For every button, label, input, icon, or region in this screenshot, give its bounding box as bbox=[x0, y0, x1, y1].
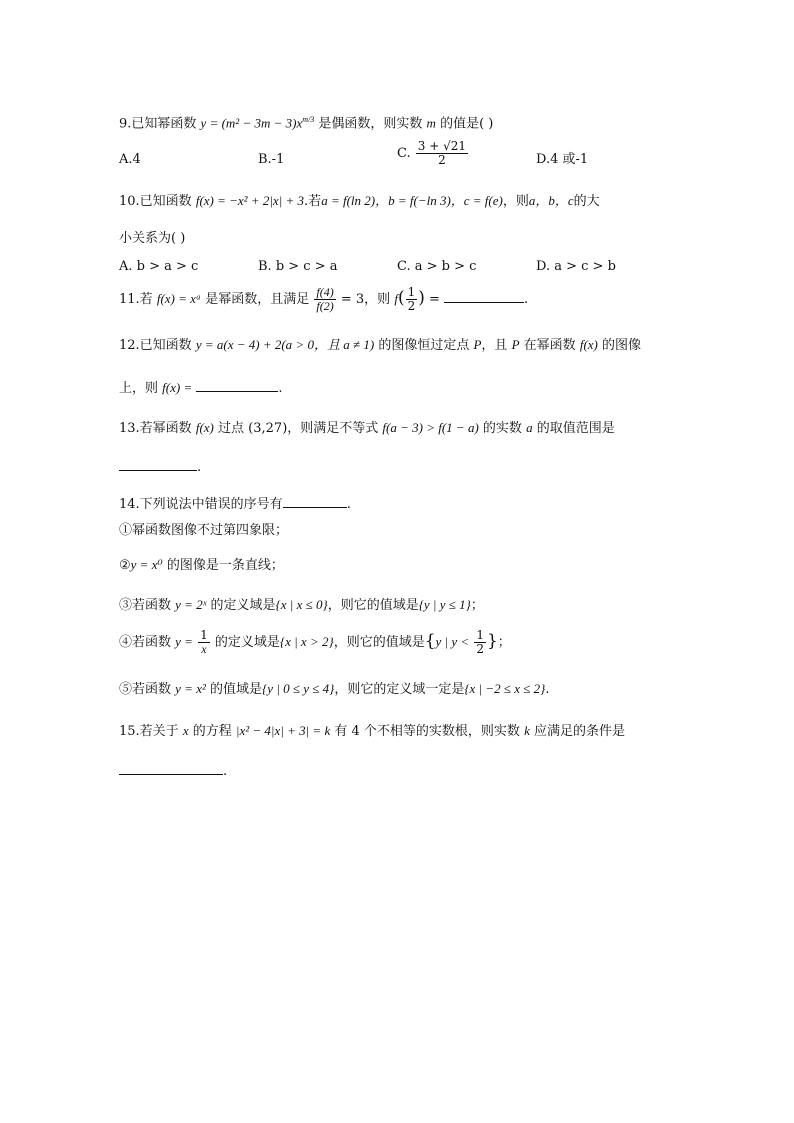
q14-item4-den: x bbox=[201, 642, 207, 656]
q14-item5-domain: {x | −2 ≤ x ≤ 2} bbox=[464, 681, 546, 696]
q9-stem-post: 是偶函数，则实数 bbox=[318, 116, 423, 132]
q14-item3-mid2: ，则它的值域是 bbox=[327, 598, 419, 613]
q9-option-c-num: 3 + √21 bbox=[417, 139, 466, 153]
q14-item4-y: y = bbox=[175, 634, 193, 649]
q11-half-den: 2 bbox=[407, 299, 416, 313]
q15-x: x bbox=[182, 723, 189, 738]
q9-option-d: D.4 或-1 bbox=[536, 152, 589, 167]
q14-item5-end: . bbox=[545, 682, 550, 697]
q11-formula: f(x) = xᵃ bbox=[156, 291, 202, 306]
q15-end: 应满足的条件是 bbox=[533, 724, 625, 739]
q9-exponent: m/3 bbox=[302, 115, 315, 124]
q14-item2-pre: ② bbox=[119, 558, 131, 573]
q10-abc: a = f(ln 2)，b = f(−ln 3)，c = f(e) bbox=[321, 193, 503, 208]
q11-pre: 11.若 bbox=[119, 292, 153, 307]
q12-mid2: ，且 bbox=[481, 338, 508, 353]
q14-item4-num: 1 bbox=[200, 628, 208, 642]
q14-item2 bbox=[119, 556, 284, 575]
q14-item2-formula: y = x⁰ bbox=[130, 557, 163, 572]
q12-stem-line2 bbox=[119, 379, 283, 398]
q10-option-d: D. a > c > b bbox=[536, 259, 616, 274]
q15-line2-end: . bbox=[223, 764, 228, 779]
q9-stem bbox=[119, 111, 493, 133]
q14-item4-mid: 的定义域是 bbox=[214, 635, 280, 650]
q11-half-fraction bbox=[406, 286, 418, 313]
q11-f: f bbox=[394, 291, 398, 306]
q9-stem-end: 的值是( ) bbox=[440, 116, 494, 132]
q11-ratio-fraction bbox=[314, 286, 335, 313]
q11-ratio-num: f(4) bbox=[316, 285, 334, 299]
q10-mid: .若 bbox=[304, 194, 322, 209]
q12-stem bbox=[119, 336, 641, 355]
q12-end: 的图像 bbox=[602, 338, 642, 353]
q14-item1: ①幂函数图像不过第四象限； bbox=[119, 523, 289, 538]
q9-option-c-fraction bbox=[416, 140, 468, 167]
q10-end: 的大 bbox=[573, 194, 600, 209]
q9-option-b: B.-1 bbox=[258, 152, 285, 167]
q10-formula: f(x) = −x² + 2|x| + 3 bbox=[195, 193, 305, 208]
q11-eq2: = bbox=[429, 292, 440, 307]
q12-line2-f: f(x) = bbox=[162, 380, 193, 395]
q13-mid: 过点 bbox=[218, 421, 245, 436]
q15-mid2: 有 4 个不相等的实数根，则实数 bbox=[334, 724, 520, 739]
q12-mid: 的图像恒过定点 bbox=[378, 338, 470, 353]
q10-option-c: C. a > b > c bbox=[397, 259, 477, 274]
q11-end: . bbox=[524, 292, 529, 307]
q10-stem bbox=[119, 192, 600, 211]
q10-vars: a，b，c bbox=[528, 193, 574, 208]
q13-a: a bbox=[526, 420, 533, 435]
q13-stem-line2 bbox=[119, 458, 201, 477]
q9-formula: y = (m² − 3m − 3)x bbox=[200, 115, 303, 131]
q9-option-c-den: 2 bbox=[438, 153, 446, 167]
q14-item5-range: {y | 0 ≤ y ≤ 4} bbox=[262, 681, 335, 696]
q14-item5-mid: 的值域是 bbox=[210, 682, 263, 697]
q13-ineq: f(a − 3) > f(1 − a) bbox=[382, 420, 479, 435]
q14-item2-post: 的图像是一条直线； bbox=[166, 558, 284, 573]
q14-answer-blank[interactable] bbox=[283, 495, 347, 508]
q13-fx: f(x) bbox=[195, 420, 214, 435]
q11-answer-blank[interactable] bbox=[444, 290, 524, 303]
q12-answer-blank[interactable] bbox=[196, 379, 278, 392]
q14-item4-domain: {x | x > 2} bbox=[279, 634, 334, 649]
q15-pre: 15.若关于 bbox=[119, 724, 179, 739]
q15-stem-line2 bbox=[119, 762, 227, 781]
q14-item3-pre: ③若函数 bbox=[119, 598, 172, 613]
q13-stem bbox=[119, 419, 615, 438]
q14-stem bbox=[119, 495, 351, 514]
q14-item4-mid2: ，则它的值域是 bbox=[333, 635, 425, 650]
q11-eq: = 3 bbox=[340, 292, 365, 307]
q13-mid2: ，则满足不等式 bbox=[287, 421, 379, 436]
q14-item4-range-fraction bbox=[474, 629, 486, 656]
q15-mid: 的方程 bbox=[192, 724, 232, 739]
q11-ratio-den: f(2) bbox=[316, 299, 334, 313]
q14-item4-pre: ④若函数 bbox=[119, 635, 172, 650]
q9-option-c bbox=[397, 140, 469, 167]
q14-item5-pre: ⑤若函数 bbox=[119, 682, 172, 697]
q14-stem-text: 14.下列说法中错误的序号有 bbox=[119, 497, 283, 512]
q10-option-b: B. b > c > a bbox=[258, 259, 338, 274]
q15-stem bbox=[119, 722, 625, 741]
q15-k: k bbox=[524, 723, 530, 738]
q12-mid3: 在幂函数 bbox=[523, 338, 576, 353]
q11-then: ，则 bbox=[364, 292, 391, 307]
q13-answer-blank[interactable] bbox=[119, 458, 197, 471]
q12-formula: y = a(x − 4) + 2(a > 0，且 a ≠ 1) bbox=[195, 337, 375, 352]
q12-line2-end: . bbox=[278, 381, 283, 396]
q15-answer-blank[interactable] bbox=[119, 762, 223, 775]
q12-fx: f(x) bbox=[579, 337, 598, 352]
q11-stem: 11.若 f(x) = xᵃ 是幂函数，且满足 $\frac{f(4)}{f(2)}$ = 3，则 f( $\frac{1}{2}$ ) = . bbox=[119, 285, 529, 313]
q14-item3-range: {y | y ≤ 1} bbox=[418, 597, 471, 612]
q12-line2-pre: 上，则 bbox=[119, 381, 159, 396]
q9-option-c-label: C. bbox=[397, 146, 411, 161]
q12-P: P bbox=[473, 337, 482, 352]
q10-stem-pre: 10.已知函数 bbox=[119, 194, 192, 209]
q14-item3-end: ； bbox=[470, 598, 484, 613]
q9-option-a: A.4 bbox=[119, 152, 141, 167]
q13-pre: 13.若幂函数 bbox=[119, 421, 192, 436]
q10-option-a: A. b > a > c bbox=[119, 259, 199, 274]
q14-item4-range-num: 1 bbox=[476, 628, 484, 642]
q14-item3-formula: y = 2ˣ bbox=[175, 597, 207, 612]
q15-eq: |x² − 4|x| + 3| = k bbox=[235, 723, 331, 738]
q14-item4: ④若函数 y = $\frac{1}{x}$ 的定义域是{x | x > 2}，则它的值域是{y | y < $\frac{1}{2}$ }； bbox=[119, 628, 511, 656]
q9-var: m bbox=[426, 115, 436, 131]
q14-item5-mid2: ，则它的定义域一定是 bbox=[334, 682, 465, 697]
q9-stem-pre: 9.已知幂函数 bbox=[119, 116, 197, 132]
q12-P2: P bbox=[511, 337, 520, 352]
q14-item4-end: ； bbox=[497, 635, 511, 650]
q14-item5-formula: y = x² bbox=[175, 681, 206, 696]
q14-item3-mid: 的定义域是 bbox=[210, 598, 276, 613]
q10-post: ，则 bbox=[502, 194, 529, 209]
q12-pre: 12.已知函数 bbox=[119, 338, 192, 353]
q13-point: (3,27) bbox=[248, 421, 288, 436]
q14-item3-domain: {x | x ≤ 0} bbox=[275, 597, 328, 612]
q14-item5 bbox=[119, 680, 550, 699]
q13-mid3: 的实数 bbox=[482, 421, 522, 436]
q14-stem-end: . bbox=[346, 497, 351, 512]
q13-line2-end: . bbox=[197, 460, 202, 475]
q14-item4-fraction bbox=[198, 629, 210, 656]
q14-item3 bbox=[119, 596, 484, 615]
q10-stem-line2: 小关系为( ) bbox=[119, 231, 186, 246]
q14-item4-range-pre: y | y < bbox=[435, 634, 470, 649]
q13-end: 的取值范围是 bbox=[536, 421, 615, 436]
q14-item4-range-den: 2 bbox=[476, 642, 484, 656]
q11-mid: 是幂函数，且满足 bbox=[205, 292, 310, 307]
q11-half-num: 1 bbox=[407, 285, 416, 299]
